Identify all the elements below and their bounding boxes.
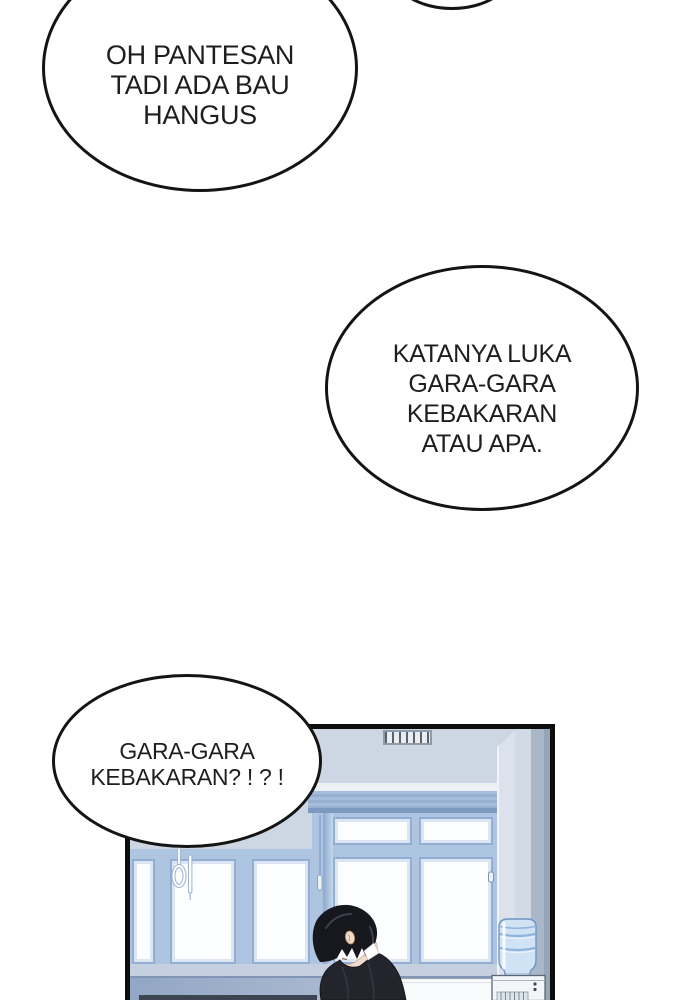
- bubble-text-line: KEBAKARAN? ! ? !: [90, 764, 284, 790]
- speech-bubble-bottom-left: [52, 674, 322, 848]
- bubble-text-line: HANGUS: [143, 100, 257, 130]
- water-dispenser: [492, 976, 545, 1000]
- speech-bubble-middle: [325, 265, 639, 511]
- bubble-text-line: KATANYA LUKA: [392, 340, 572, 368]
- blind-cord-right: [318, 815, 323, 890]
- speech-bubble-partial: [390, 0, 514, 10]
- bubble-text-line: KEBAKARAN: [406, 400, 558, 428]
- white-table: [388, 979, 507, 1000]
- speech-bubble-top-left: [42, 0, 358, 192]
- student-mouth: [342, 959, 347, 960]
- bubble-text-line: OH PANTESAN: [105, 40, 295, 70]
- bubble-text-line: GARA-GARA: [119, 738, 255, 764]
- window-latch: [489, 872, 494, 882]
- bubble-text-line: GARA-GARA: [408, 370, 556, 398]
- blind-cords-left: [174, 849, 192, 900]
- bubble-text-line: TADI ADA BAU: [110, 70, 290, 100]
- bubble-text-line: ATAU APA.: [421, 430, 543, 458]
- water-bottle: [499, 919, 536, 977]
- student-bowing: [313, 905, 406, 1000]
